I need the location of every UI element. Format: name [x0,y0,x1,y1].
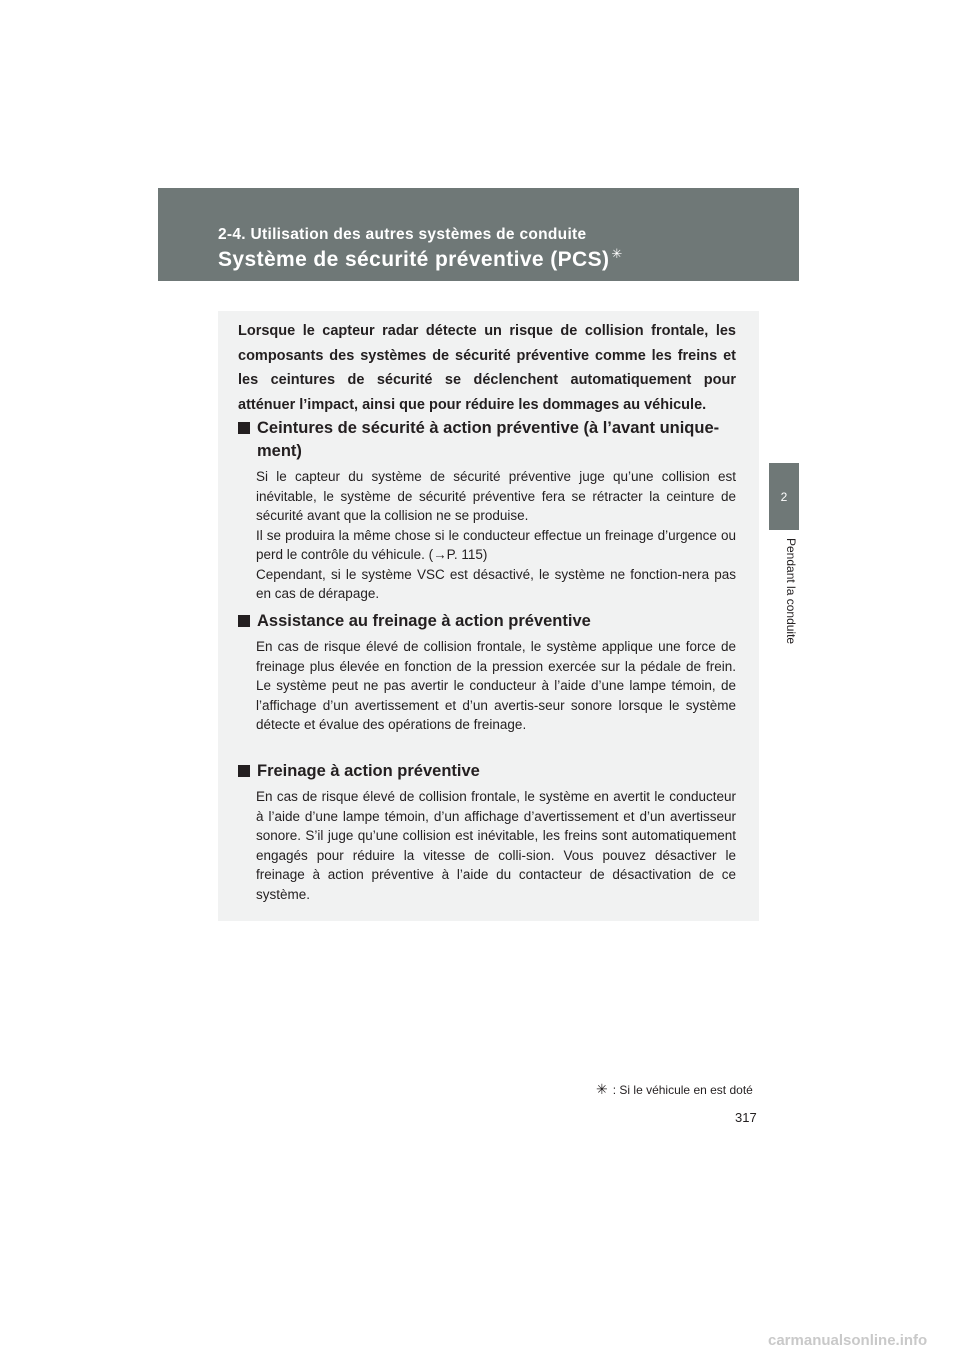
chapter-number: 2 [780,489,788,504]
section-body [256,467,736,604]
section-heading-text: Ceintures de sécurité à action préventive (à l’avant unique-ment) [257,419,720,460]
section-pre-crash-seatbelts [238,417,738,604]
footnote [596,1081,753,1098]
section-pre-crash-brake-assist [238,610,738,735]
section-paragraph: Cependant, si le système VSC est désactivé, le système ne fonction-nera pas en cas de dérapage. [256,566,736,601]
section-body [256,637,736,735]
page-title [218,246,623,272]
section-heading-text: Freinage à action préventive [257,762,480,780]
section-pre-crash-braking [238,760,738,904]
title-asterisk-icon: ✳ [611,246,623,261]
section-paragraph: Il se produira la même chose si le conducteur effectue un freinage d’urgence ou perd le contrôle du véhicule. (→P. 115) [256,527,736,562]
section-heading [238,760,738,783]
page-title-text: Système de sécurité préventive (PCS) [218,248,610,271]
asterisk-icon: ✳ [596,1081,608,1097]
section-paragraph: Si le capteur du système de sécurité préventive juge qu’une collision est inévitable, le système de sécurité préventive fera se rétracter la ceinture de sécurité avant que la collision ne se produise. [256,469,736,523]
content-box [218,311,759,921]
square-bullet-icon [238,422,250,434]
chapter-tab [769,463,799,530]
square-bullet-icon [238,615,250,627]
section-paragraph: En cas de risque élevé de collision frontale, le système applique une force de freinage plus élevée en fonction de la pression exercée sur la pédale de frein. Le système peut ne pas avertir le conducteur à l’aide d’une lampe témoin, de l’affichage d’un avertissement et d’un avertis-seur sonore lorsque le système détecte et évalue des opérations de freinage. [256,639,736,732]
intro-paragraph: Lorsque le capteur radar détecte un risque de collision frontale, les composants des systèmes de sécurité préventive comme les freins et les ceintures de sécurité se déclenchent automatiquement pour atténuer l’impact, ainsi que pour réduire les dommages au véhicule. [238,323,736,413]
section-paragraph: En cas de risque élevé de collision frontale, le système en avertit le conducteur à l’aide d’une lampe témoin, d’un affichage d’avertissement et d’un avertisseur sonore. S’il juge qu’une collision est inévitable, les freins sont automatiquement engagés pour réduire la vitesse de colli-sion. Vous pouvez désactiver le freinage à action préventive à l’aide du contacteur de désactivation de ce système. [256,789,736,902]
section-heading-text: Assistance au freinage à action préventive [257,612,591,630]
square-bullet-icon [238,765,250,777]
chapter-label: Pendant la conduite [784,538,798,645]
page-number: 317 [735,1110,757,1125]
watermark: carmanualsonline.info [768,1332,928,1349]
section-body [256,787,736,904]
section-label: 2-4. Utilisation des autres systèmes de conduite [218,226,587,243]
section-heading [238,417,738,463]
section-heading [238,610,738,633]
footnote-text: : Si le véhicule en est doté [612,1082,753,1097]
header-band [158,188,799,281]
